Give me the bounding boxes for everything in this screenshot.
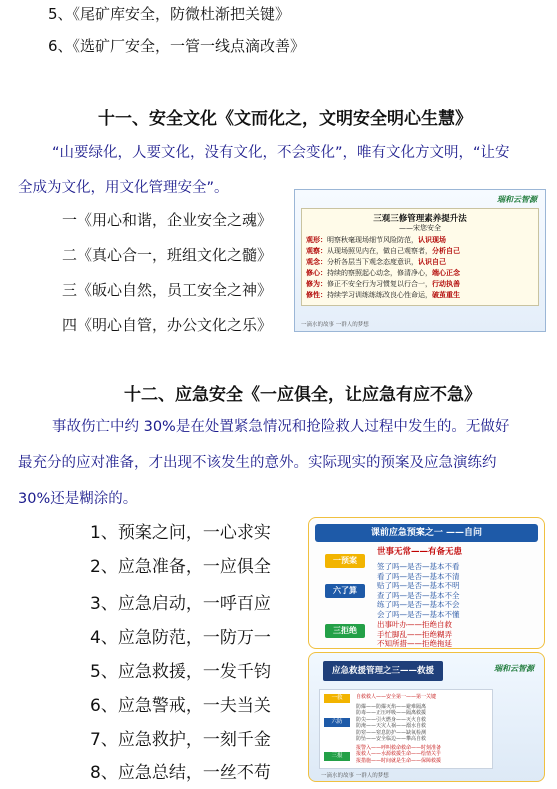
slide-tag: 一预案 xyxy=(325,554,365,568)
slide-tag: 六防 xyxy=(324,718,350,727)
list-item: 1、预案之问，一心求实 xyxy=(90,523,271,543)
list-item: 二《真心合一，班组文化之髓》 xyxy=(62,246,273,264)
slide-row: 观形：明察秋毫现场细节风险防范，认识现场 xyxy=(306,236,446,244)
paragraph-line: 全成为文化，用文化管理安全”。 xyxy=(18,180,229,196)
list-item: 7、应急救护，一刻千金 xyxy=(90,730,271,750)
slide-text: 报警入——呼叫救命救命——时刻准备 报救人——水源救援生命——绘情关乎 报措施——时间就是生命——保障救援 xyxy=(356,745,442,764)
list-item: 4、应急防范，一防万一 xyxy=(90,628,271,648)
slide-text: 出事叶办——拒绝自救 手忙脚乱——拒绝糊弄 不知所措——拒绝拖延 xyxy=(377,620,452,648)
slide-row: 修为：修正不安全行为习惯复以行合一，行动执善 xyxy=(306,280,460,288)
slide-tag: 六了算 xyxy=(325,584,365,598)
list-item: 8、应急总结，一丝不苟 xyxy=(90,763,271,783)
list-item: 6、应急警戒，一夫当关 xyxy=(90,696,271,716)
slide-footer: 一滴水的故事 一群人的梦想 xyxy=(301,322,369,328)
paragraph-line: 30%还是糊涂的。 xyxy=(18,491,138,507)
section-heading: 十一、安全文化《文而化之，文明安全明心生慧》 xyxy=(98,109,472,129)
slide-subtitle: ——宋您安全 xyxy=(399,224,441,232)
list-item: 6、《选矿厂安全，一管一线点滴改善》 xyxy=(48,37,306,55)
slide-footer: 一滴水的故事 一群人的梦想 xyxy=(321,773,389,779)
list-item: 2、应急准备，一应俱全 xyxy=(90,557,271,577)
slide-image-three-views xyxy=(294,189,546,332)
paragraph-line: 事故伤亡中约 30%是在处置紧急情况和抢险救人过程中发生的。无做好 xyxy=(52,419,510,435)
slide-text: 防爆——防爆灭焰——避难隔离 防毒——正压呼吸——隔离救援 防尖——引火燃身——灭火自救 防淹——天灾人祸——溺水自救 防窒——窒息防护——缺氧检测 防坠——安全临边——攀高自救 xyxy=(356,704,427,743)
slide-text: 自救救人——安全第一——第一关键 xyxy=(356,694,437,700)
list-item: 5、《尾矿库安全，防微杜渐把关键》 xyxy=(48,5,291,23)
logo: 瑞和云智源 xyxy=(494,664,534,673)
list-item: 四《明心自管，办公文化之乐》 xyxy=(62,316,273,334)
paragraph-line: “山要绿化，人要文化，没有文化，不会变化”，唯有文化方文明，“让安 xyxy=(52,145,510,161)
section-heading: 十二、应急安全《一应俱全，让应急有应不急》 xyxy=(124,385,481,405)
list-item: 一《用心和谐，企业安全之魂》 xyxy=(62,211,273,229)
slide-row: 观念：分析各层当下观念态度意识，认识自己 xyxy=(306,258,446,266)
logo: 瑞和云智源 xyxy=(497,195,537,204)
slide-tag: 一救 xyxy=(324,694,350,703)
slide-image-emergency-plan xyxy=(308,517,545,649)
slide-image-rescue xyxy=(308,652,545,782)
slide-text: 世事无常——有备无患 xyxy=(377,547,463,557)
list-item: 3、应急启动，一呼百应 xyxy=(90,594,271,614)
slide-tag: 三报 xyxy=(324,752,350,761)
list-item: 三《皈心自然，员工安全之神》 xyxy=(62,281,273,299)
slide-row: 修心：持续的察照起心动念，修清净心，端心正念 xyxy=(306,269,460,277)
slide-banner: 应急救援管理之三——救援 xyxy=(323,661,443,681)
slide-text: 签了吗—是否—基本不看 看了吗—是否—基本不清 贴了吗—是否—基本不明 查了吗—是否—基本不全 练了吗—是否—基本不会 会了吗—是否—基本不懂 xyxy=(377,562,460,619)
slide-panel xyxy=(319,689,493,769)
list-item: 5、应急救援，一发千钧 xyxy=(90,662,271,682)
slide-title: 三观三修管理素养提升法 xyxy=(373,214,467,224)
slide-row: 修性：持续学习训练练练改良心性命运，破茧重生 xyxy=(306,291,460,299)
slide-tag: 三拒绝 xyxy=(325,624,365,638)
slide-content-box xyxy=(301,208,539,306)
paragraph-line: 最充分的应对准备，才出现不该发生的意外。实际现实的预案及应急演练约 xyxy=(18,455,497,471)
slide-row: 观察：从现场照见内在，做自己观察者，分析自己 xyxy=(306,247,460,255)
slide-banner: 课前应急预案之一 ——自问 xyxy=(315,524,538,542)
